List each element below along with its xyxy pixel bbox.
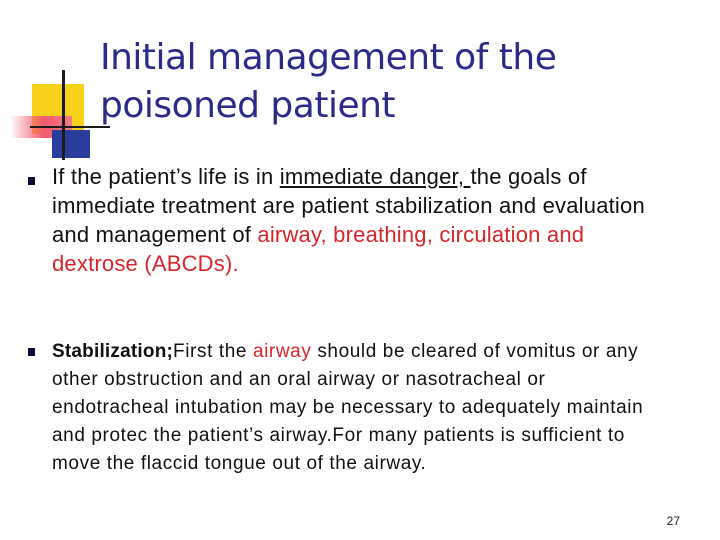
- bullet-item-1: [28, 162, 648, 278]
- logo-blue-square: [52, 130, 90, 158]
- page-number: 27: [666, 514, 680, 528]
- slide-title: [100, 34, 700, 130]
- bullet-2-text-b: should be cleared of vomitus or any other obstruction and an oral airway or nasotracheal or endotracheal intubation may be necessary to adequately maintain and protec the patient’s airway.For many patients is sufficient to move the flaccid tongue out of the airway.: [52, 341, 644, 474]
- decorative-logo: [0, 70, 110, 160]
- bullet-text-1: [52, 162, 648, 278]
- bullet-square-icon: [28, 348, 35, 356]
- bullet-1-text-b: the goals of immediate treatment are patient stabilization and evaluation and management of: [52, 164, 645, 247]
- logo-vertical-line: [62, 70, 65, 160]
- bullet-2-red-text: airway: [252, 341, 312, 362]
- bullet-1-red-text: airway, breathing, circulation and dextrose (ABCDs).: [52, 222, 585, 276]
- title-line-1: Initial management of the: [100, 37, 557, 78]
- bullet-2-text-a: First the: [173, 341, 253, 362]
- bullet-2-bold-text: Stabilization;: [52, 341, 174, 362]
- bullet-1-underlined-text: immediate danger,: [279, 164, 471, 189]
- title-line-2: poisoned patient: [100, 85, 396, 126]
- bullet-text-2: [52, 338, 648, 478]
- bullet-item-2: [28, 338, 648, 478]
- bullet-1-text-a: If the patient’s life is in: [52, 164, 280, 189]
- bullet-square-icon: [28, 177, 35, 185]
- logo-horizontal-line: [30, 126, 110, 128]
